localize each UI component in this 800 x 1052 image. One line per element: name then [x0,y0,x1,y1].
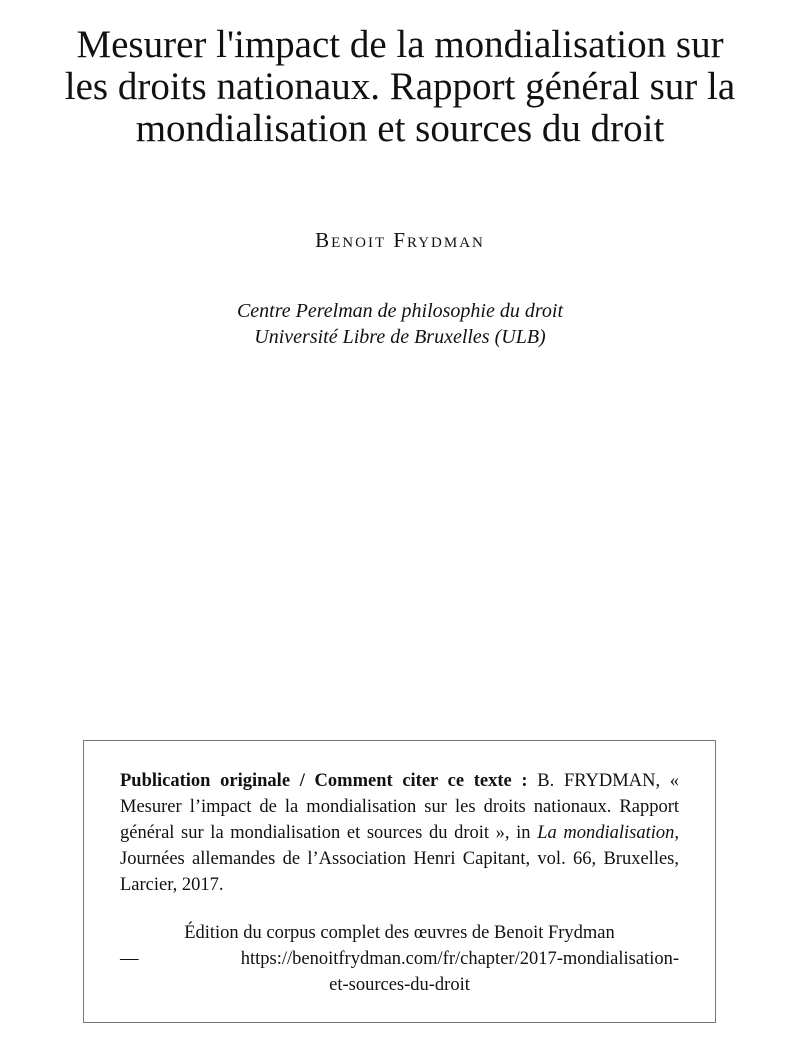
citation-book-title: La mondialisation [537,823,675,843]
edition-note [120,920,679,998]
author-name: Benoit Frydman [315,228,485,252]
title-line: les droits nationaux. Rapport général sur la [64,65,736,108]
affiliation-line: Université Libre de Bruxelles (ULB) [254,326,546,348]
citation-text [120,768,679,898]
citation-box [83,740,716,1023]
title-line: Mesurer l'impact de la mondialisation sur [76,23,724,66]
title-line: mondialisation et sources du droit [135,107,665,150]
edition-text: Édition du corpus complet des œuvres de Benoit Frydman [184,923,615,943]
edition-url-line [120,946,679,972]
edition-url-link-continued[interactable]: et-sources-du-droit [329,975,470,995]
edition-url-link[interactable]: https://benoitfrydman.com/fr/chapter/2017-mondialisation- [240,949,679,969]
author-affiliation [0,298,800,350]
affiliation-line: Centre Perelman de philosophie du droit [236,300,564,322]
document-title [10,24,790,150]
citation-reference: B. FRYDMAN, « Mesurer l’impact de la mondialisation sur les droits nationaux. Rapport général sur la mondialisation et sources du droit », in [120,771,680,843]
citation-heading: Publication originale / Comment citer ce texte : [120,771,528,791]
edition-dash: — [120,949,139,969]
citation-reference-end: , Journées allemandes de l’Association Henri Capitant, vol. 66, Bruxelles, Larcier, 2017. [120,823,679,895]
